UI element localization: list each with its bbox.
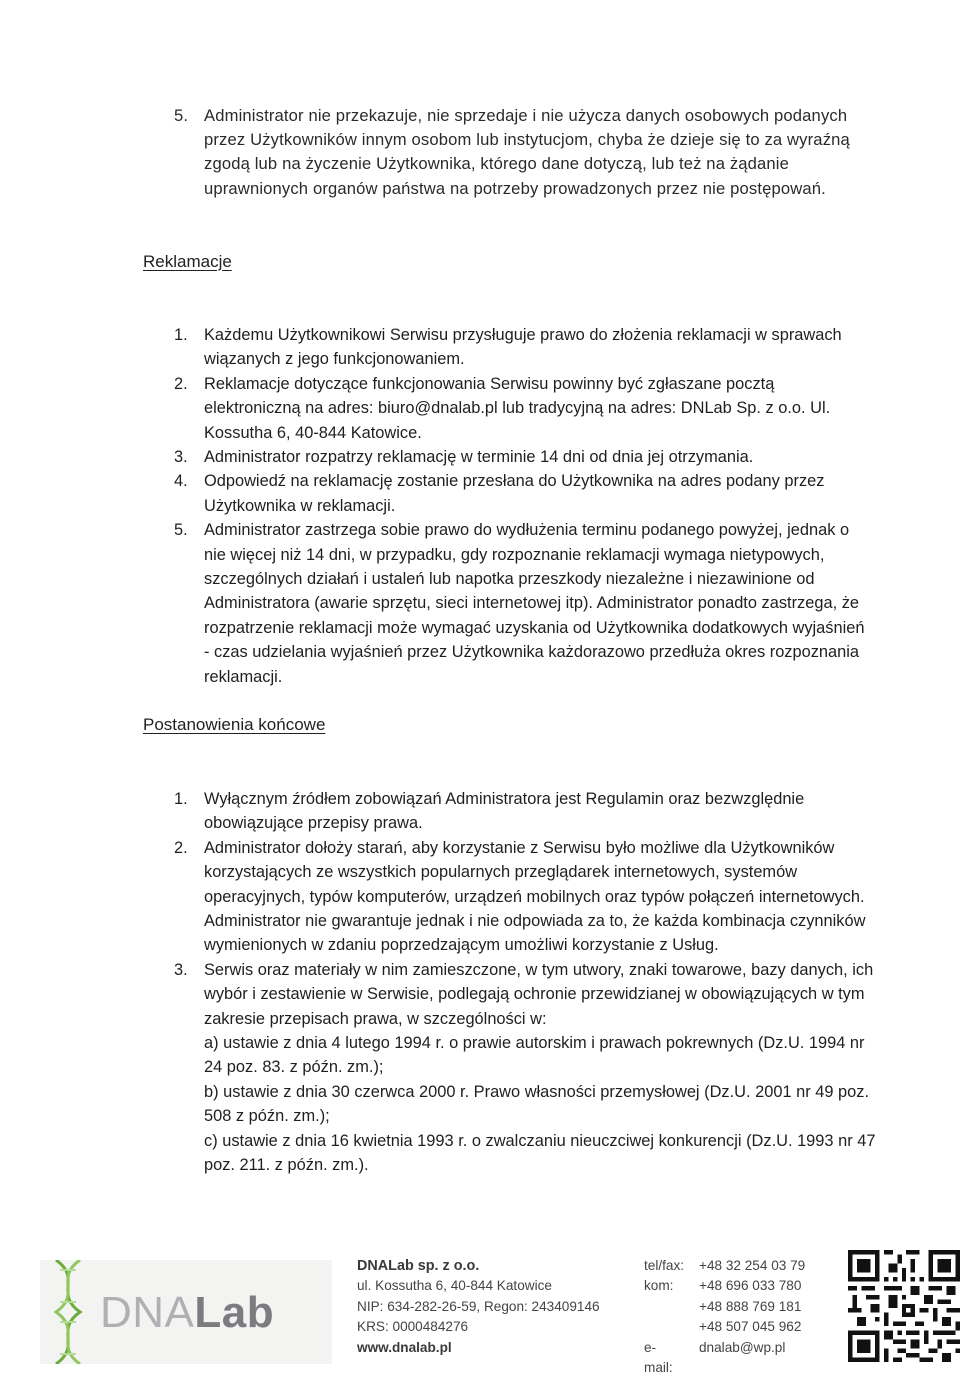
list-item-text: Każdemu Użytkownikowi Serwisu przysługuje prawo do złożenia reklamacji w sprawach wiązanych z jego funkcjonowaniem. bbox=[204, 326, 842, 369]
contact-label: tel/fax: bbox=[644, 1258, 685, 1273]
logo-text-lab: Lab bbox=[194, 1288, 275, 1337]
contact-label: e-mail: bbox=[644, 1339, 673, 1375]
statute-ustawa-b: b) ustawie z dnia 30 czerwca 2000 r. Prawo własności przemysłowej (Dz.U. 2001 nr 49 poz. 508 z późn. zm.); bbox=[204, 1082, 870, 1126]
dna-helix-icon bbox=[50, 1260, 86, 1364]
list-item-number: 5. bbox=[174, 521, 188, 540]
list-item-text: Reklamacje dotyczące funkcjonowania Serwisu powinny być zgłaszane pocztą elektroniczną na adres: biuro@dnalab.pl lub tradycyjną na adres: DNLab Sp. z o.o. Ul. Kossutha 6, 40-844 Katowice. bbox=[204, 374, 831, 442]
list-item-text: Wyłącznym źródłem zobowiązań Administratora jest Regulamin oraz bezwzględnie obowiązujące przepisy prawa. bbox=[204, 790, 805, 833]
contact-label: kom: bbox=[644, 1278, 674, 1294]
logo-wordmark bbox=[100, 1288, 274, 1338]
qr-code-icon bbox=[848, 1250, 960, 1362]
company-details bbox=[357, 1256, 600, 1358]
list-item-text: Administrator dołoży starań, aby korzystanie z Serwisu było możliwe dla Użytkowników korzystających ze wszystkich popularnych przeglądarek internetowych, systemów operacyjnych, typów komputerów, urządzeń mobilnych oraz typów połączeń internetowych. Administrator nie gwarantuje jednak i nie odpowiada za to, że każda kombinacja czynników wymienionych w zdaniu poprzedzającym umożliwi korzystanie z Usług. bbox=[204, 838, 866, 955]
list-item-text: Administrator rozpatrzy reklamację w terminie 14 dni od dnia jej otrzymania. bbox=[204, 448, 754, 467]
list-item-number: 3. bbox=[174, 448, 188, 467]
company-name: DNALab sp. z o.o. bbox=[357, 1258, 480, 1274]
list-item-number: 1. bbox=[174, 790, 188, 808]
list-item-number: 1. bbox=[174, 326, 188, 344]
letterhead-footer bbox=[0, 1238, 960, 1375]
contact-phone[interactable]: +48 507 045 962 bbox=[699, 1319, 802, 1335]
list-item bbox=[174, 787, 884, 836]
statute-ustawa-a: a) ustawie z dnia 4 lutego 1994 r. o prawie autorskim i prawach pokrewnych (Dz.U. 1994 nr 24 poz. 83. z późn. zm.); bbox=[204, 1034, 865, 1077]
statute-ustawa-c: c) ustawie z dnia 16 kwietnia 1993 r. o zwalczaniu nieuczciwej konkurencji (Dz.U. 1993 nr 47 poz. 211. z późn. zm.). bbox=[204, 1131, 876, 1175]
company-address: ul. Kossutha 6, 40-844 Katowice bbox=[357, 1278, 552, 1294]
list-item-text: Serwis oraz materiały w nim zamieszczone, w tym utwory, znaki towarowe, bazy danych, ich wybór i zestawienie w Serwisie, podlegają ochronie przewidzianej w obowiązujących w tym zakresie przepisach prawa, w szczególności w: bbox=[204, 960, 874, 1028]
list-item-text: Odpowiedź na reklamację zostanie przesłana do Użytkownika na adres podany przez Użytkownika w reklamacji. bbox=[204, 472, 825, 515]
list-item-number: 3. bbox=[174, 960, 188, 979]
privacy-list-continued bbox=[174, 104, 874, 201]
company-website-link[interactable]: www.dnalab.pl bbox=[357, 1339, 452, 1355]
contact-email-link[interactable]: dnalab@wp.pl bbox=[699, 1339, 786, 1355]
logo-text-dna: DNA bbox=[100, 1288, 195, 1337]
list-item bbox=[174, 958, 884, 1178]
contact-phone[interactable]: +48 888 769 181 bbox=[699, 1298, 802, 1314]
list-item-number: 2. bbox=[174, 374, 188, 393]
list-item-number: 2. bbox=[174, 838, 188, 857]
postanowienia-list bbox=[174, 787, 884, 1178]
section-heading-reklamacje: Reklamacje bbox=[143, 252, 232, 271]
company-krs: KRS: 0000484276 bbox=[357, 1319, 469, 1335]
contact-phone[interactable]: +48 32 254 03 79 bbox=[699, 1258, 806, 1273]
list-item-text: Administrator zastrzega sobie prawo do wydłużenia terminu podanego powyżej, jednak o nie więcej niż 14 dni, w przypadku, gdy rozpoznanie reklamacji wymaga nietypowych, szczególnych działań i ustaleń lub napotka przeszkody niezależne i niezawinione od Administratora (awarie sprzętu, sieci internetowej itp). Administrator ponadto zastrzega, że rozpatrzenie reklamacji może wymagać uzyskania od Użytkownika dodatkowych wyjaśnień - czas udzielania wyjaśnień przez Użytkownika każdorazowo przedłuża okres rozpoznania reklamacji. bbox=[204, 521, 865, 686]
list-item bbox=[174, 323, 874, 372]
section-heading-postanowienia: Postanowienia końcowe bbox=[143, 715, 326, 734]
list-item bbox=[174, 104, 874, 201]
contact-phone[interactable]: +48 696 033 780 bbox=[699, 1278, 802, 1294]
list-item bbox=[174, 372, 874, 445]
dnalab-logo bbox=[40, 1260, 332, 1364]
list-item-text: Administrator nie przekazuje, nie sprzedaje i nie użycza danych osobowych podanych przez Użytkowników innym osobom lub instytucjom, chyba że dzieje się to za wyraźną zgodą lub na życzenie Użytkownika, którego dane dotyczą, lub też na żądanie uprawnionych organów państwa na potrzeby prowadzonych przez nie postępowań. bbox=[204, 106, 850, 198]
company-nip-regon: NIP: 634-282-26-59, Regon: 243409146 bbox=[357, 1298, 600, 1314]
list-item bbox=[174, 445, 874, 469]
list-item bbox=[174, 469, 874, 518]
list-item bbox=[174, 518, 874, 689]
list-item-number: 4. bbox=[174, 472, 188, 491]
list-item-number: 5. bbox=[174, 106, 189, 125]
reklamacje-list bbox=[174, 323, 874, 689]
list-item bbox=[174, 836, 884, 958]
